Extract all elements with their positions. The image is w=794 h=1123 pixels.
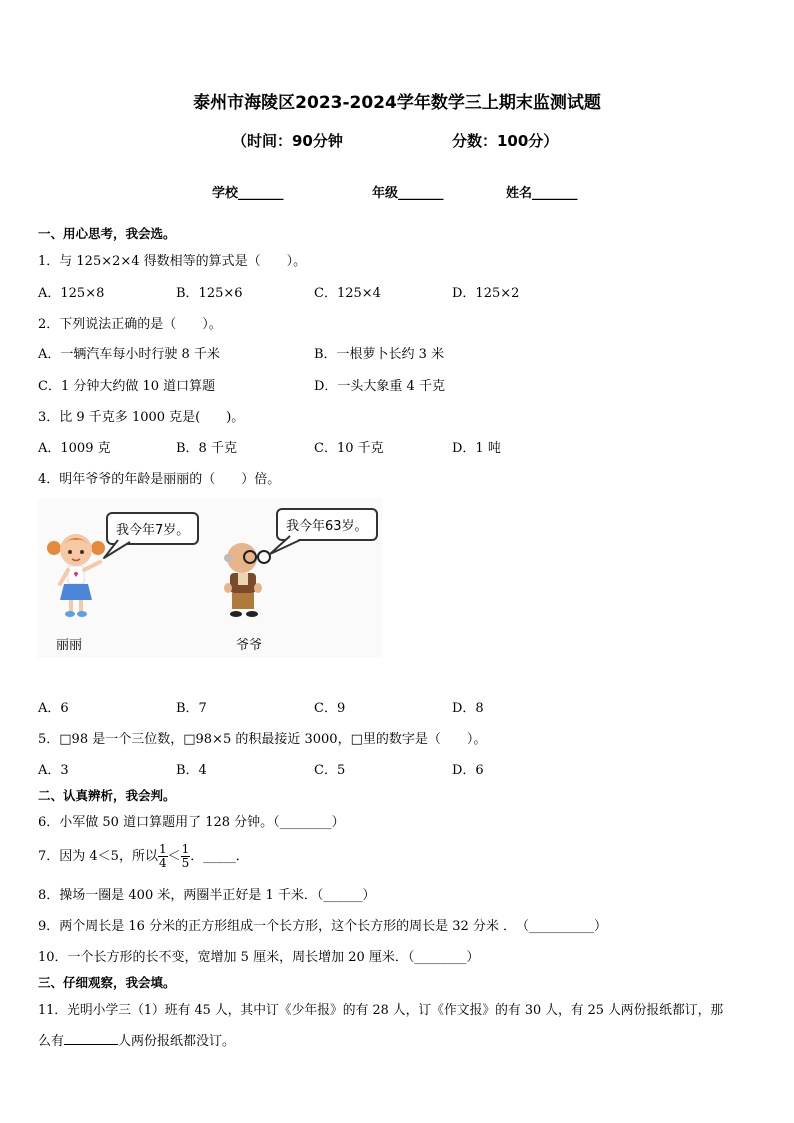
name-field: 姓名_______ xyxy=(506,186,578,201)
q5-option-a: A．3 xyxy=(38,763,69,778)
question-8: 8．操场一圈是 400 米，两圈半正好是 1 千米．（______） xyxy=(38,888,376,903)
q4-option-c: C．9 xyxy=(314,701,346,716)
section-2-heading: 二、认真辨析，我会判。 xyxy=(38,788,176,803)
section-3-heading: 三、仔细观察，我会填。 xyxy=(38,975,176,990)
q7-suffix: ．_____． xyxy=(190,849,249,864)
exam-score: 分数：100分） xyxy=(452,132,559,150)
q4-option-a: A．6 xyxy=(38,701,69,716)
q5-option-d: D．6 xyxy=(452,763,484,778)
q3-option-b: B．8 千克 xyxy=(176,441,237,456)
question-6: 6．小军做 50 道口算题用了 128 分钟。（________） xyxy=(38,815,345,830)
grandpa-name-label: 爷爷 xyxy=(236,638,263,653)
fraction-one-quarter: $\frac{1}{4}$ xyxy=(158,842,167,870)
q5-option-b: B．4 xyxy=(176,763,207,778)
page-title: 泰州市海陵区2023-2024学年数学三上期末监测试题 xyxy=(193,93,601,113)
q3-option-a: A．1009 克 xyxy=(38,441,111,456)
q7-prefix: 7．因为 4＜5，所以 xyxy=(38,849,158,864)
q1-option-d: D．125×2 xyxy=(452,286,520,301)
speech-tails xyxy=(38,498,382,658)
girl-speech-bubble: 我今年7岁。 xyxy=(106,512,199,545)
section-1-heading: 一、用心思考，我会选。 xyxy=(38,226,176,241)
question-11-line-1: 11．光明小学三（1）班有 45 人，其中订《少年报》的有 28 人，订《作文报》的有 30 人，有 25 人两份报纸都订，那 xyxy=(38,1003,724,1018)
q4-illustration xyxy=(38,498,382,658)
question-10: 10．一个长方形的长不变，宽增加 5 厘米，周长增加 20 厘米．（________） xyxy=(38,950,480,965)
grade-field: 年级_______ xyxy=(372,186,444,201)
q4-option-b: B．7 xyxy=(176,701,207,716)
question-11-line-2: 么有 人两份报纸都没订。 xyxy=(38,1034,236,1049)
question-5-stem: 5．□98 是一个三位数，□98×5 的积最接近 3000，□里的数字是（ ）。 xyxy=(38,732,487,747)
question-9: 9．两个周长是 16 分米的正方形组成一个长方形，这个长方形的周长是 32 分米 ． （__________） xyxy=(38,919,608,934)
q2-option-b: B．一根萝卜长约 3 米 xyxy=(314,347,445,362)
question-4-stem: 4．明年爷爷的年龄是丽丽的（ ）倍。 xyxy=(38,472,281,487)
question-3-stem: 3．比 9 千克多 1000 克是( )。 xyxy=(38,410,245,425)
q1-option-b: B．125×6 xyxy=(176,286,243,301)
school-field: 学校_______ xyxy=(212,186,284,201)
q1-option-a: A．125×8 xyxy=(38,286,105,301)
q3-option-d: D．1 吨 xyxy=(452,441,501,456)
q2-option-c: C．1 分钟大约做 10 道口算题 xyxy=(38,379,216,394)
girl-name-label: 丽丽 xyxy=(56,638,83,653)
q2-option-a: A．一辆汽车每小时行驶 8 千米 xyxy=(38,347,220,362)
q2-option-d: D．一头大象重 4 千克 xyxy=(314,379,445,394)
q3-option-c: C．10 千克 xyxy=(314,441,384,456)
q5-option-c: C．5 xyxy=(314,763,346,778)
question-2-stem: 2．下列说法正确的是（ ）。 xyxy=(38,317,222,332)
question-1-stem: 1．与 125×2×4 得数相等的算式是（ ）。 xyxy=(38,254,307,269)
q4-option-d: D．8 xyxy=(452,701,484,716)
q11-answer-blank[interactable] xyxy=(64,1032,118,1045)
less-than-sign: ＜ xyxy=(167,849,181,864)
exam-time: （时间：90分钟 xyxy=(232,132,343,150)
fraction-one-fifth: $\frac{1}{5}$ xyxy=(181,842,190,870)
q1-option-c: C．125×4 xyxy=(314,286,381,301)
grandpa-speech-bubble: 我今年63岁。 xyxy=(276,508,378,541)
question-7 xyxy=(38,840,249,874)
